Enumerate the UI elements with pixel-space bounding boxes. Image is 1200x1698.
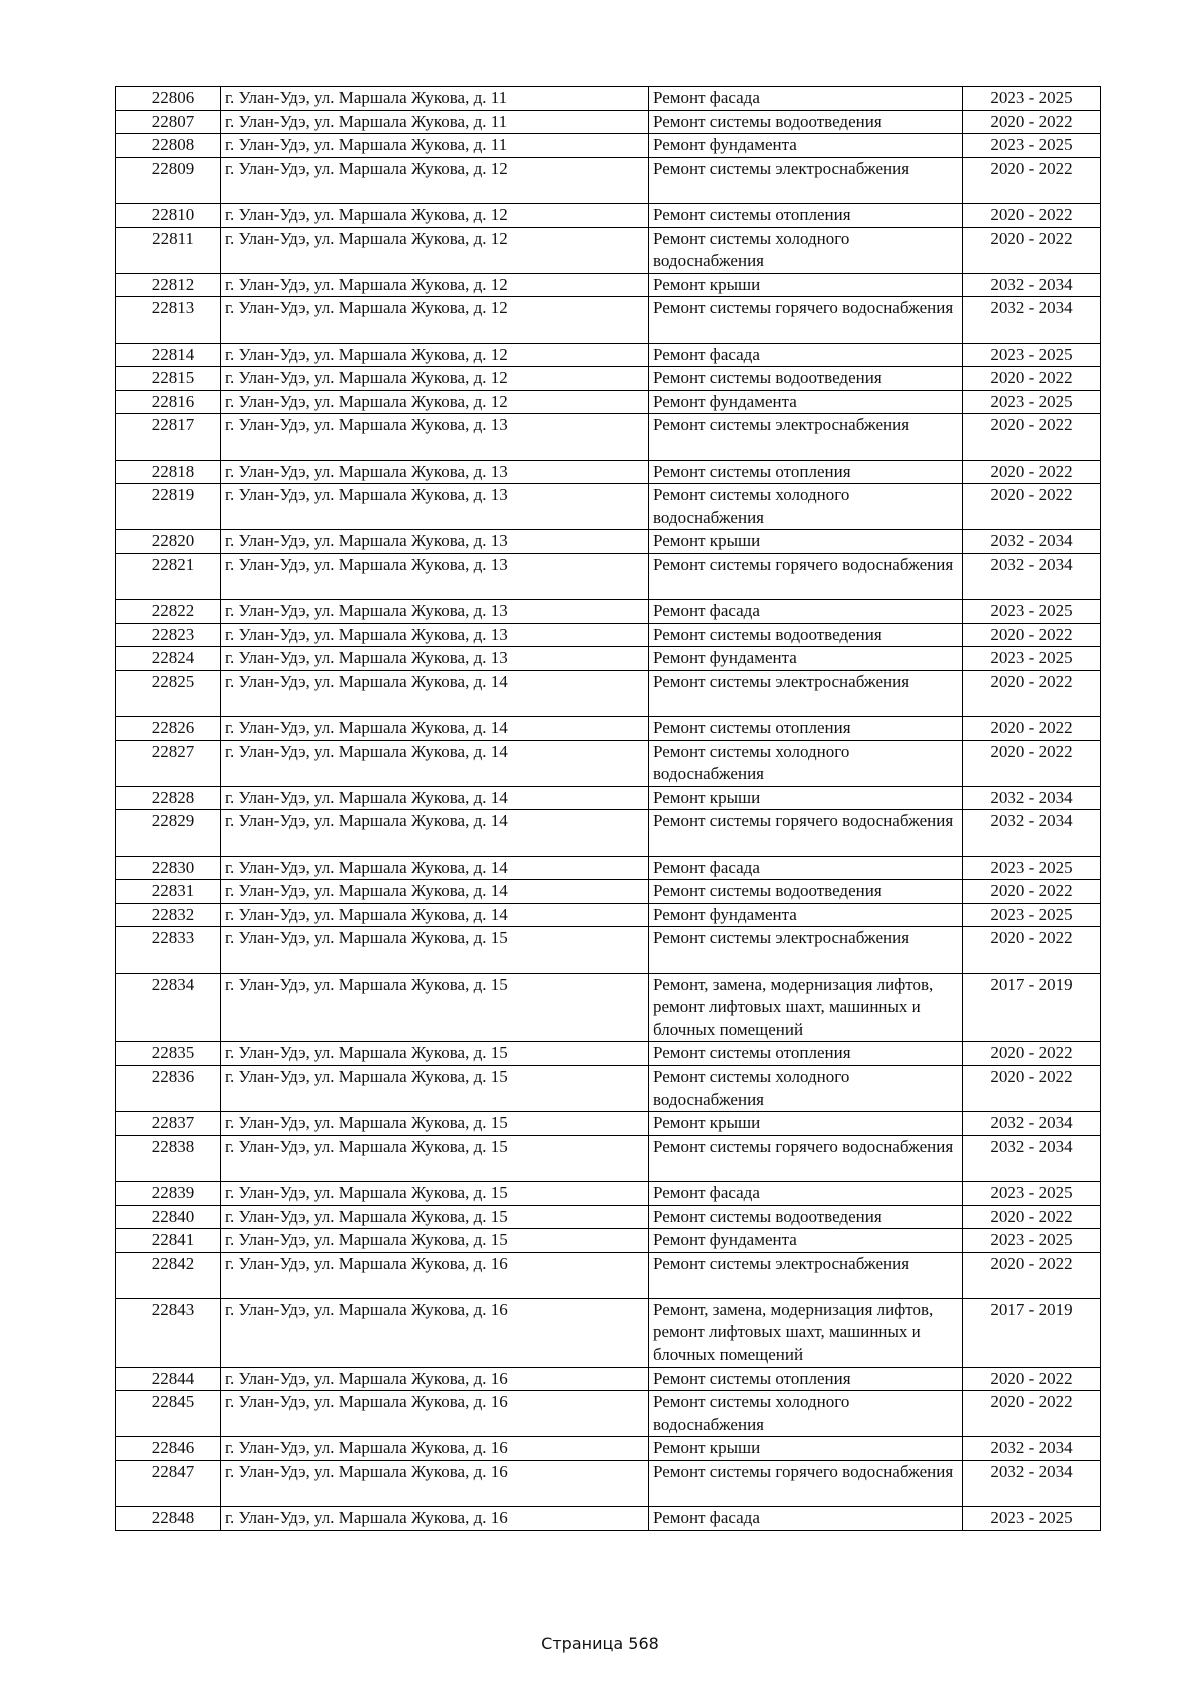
- address-cell: г. Улан-Удэ, ул. Маршала Жукова, д. 11: [221, 110, 649, 134]
- period-cell: 2032 - 2034: [963, 273, 1101, 297]
- address-cell: г. Улан-Удэ, ул. Маршала Жукова, д. 14: [221, 670, 649, 716]
- row-number-cell: 22814: [116, 343, 221, 367]
- period-cell: 2017 - 2019: [963, 973, 1101, 1042]
- repair-schedule-table: [115, 86, 1101, 1531]
- work-type-cell: Ремонт фундамента: [649, 390, 963, 414]
- period-cell: 2020 - 2022: [963, 740, 1101, 786]
- table-row: [116, 1229, 1101, 1253]
- table-row: [116, 1437, 1101, 1461]
- address-cell: г. Улан-Удэ, ул. Маршала Жукова, д. 14: [221, 903, 649, 927]
- address-cell: г. Улан-Удэ, ул. Маршала Жукова, д. 15: [221, 1042, 649, 1066]
- period-cell: 2032 - 2034: [963, 530, 1101, 554]
- period-cell: 2020 - 2022: [963, 110, 1101, 134]
- work-type-cell: Ремонт системы горячего водоснабжения: [649, 297, 963, 343]
- table-row: [116, 203, 1101, 227]
- table-row: [116, 1112, 1101, 1136]
- row-number-cell: 22830: [116, 856, 221, 880]
- address-cell: г. Улан-Удэ, ул. Маршала Жукова, д. 14: [221, 880, 649, 904]
- address-cell: г. Улан-Удэ, ул. Маршала Жукова, д. 16: [221, 1252, 649, 1298]
- work-type-cell: Ремонт крыши: [649, 786, 963, 810]
- period-cell: 2020 - 2022: [963, 880, 1101, 904]
- address-cell: г. Улан-Удэ, ул. Маршала Жукова, д. 13: [221, 460, 649, 484]
- period-cell: 2023 - 2025: [963, 134, 1101, 158]
- work-type-cell: Ремонт, замена, модернизация лифтов, ремонт лифтовых шахт, машинных и блочных помещений: [649, 1298, 963, 1367]
- row-number-cell: 22827: [116, 740, 221, 786]
- work-type-cell: Ремонт системы отопления: [649, 717, 963, 741]
- period-cell: 2020 - 2022: [963, 157, 1101, 203]
- table-row: [116, 110, 1101, 134]
- work-type-cell: Ремонт системы отопления: [649, 1042, 963, 1066]
- address-cell: г. Улан-Удэ, ул. Маршала Жукова, д. 13: [221, 484, 649, 530]
- table-row: [116, 414, 1101, 460]
- row-number-cell: 22831: [116, 880, 221, 904]
- work-type-cell: Ремонт фасада: [649, 600, 963, 624]
- period-cell: 2020 - 2022: [963, 717, 1101, 741]
- row-number-cell: 22844: [116, 1367, 221, 1391]
- table-row: [116, 134, 1101, 158]
- row-number-cell: 22815: [116, 367, 221, 391]
- address-cell: г. Улан-Удэ, ул. Маршала Жукова, д. 16: [221, 1367, 649, 1391]
- table-row: [116, 1391, 1101, 1437]
- row-number-cell: 22818: [116, 460, 221, 484]
- table-row: [116, 786, 1101, 810]
- period-cell: 2020 - 2022: [963, 1252, 1101, 1298]
- table-row: [116, 390, 1101, 414]
- row-number-cell: 22841: [116, 1229, 221, 1253]
- address-cell: г. Улан-Удэ, ул. Маршала Жукова, д. 16: [221, 1437, 649, 1461]
- work-type-cell: Ремонт системы горячего водоснабжения: [649, 553, 963, 599]
- period-cell: 2023 - 2025: [963, 87, 1101, 111]
- work-type-cell: Ремонт системы горячего водоснабжения: [649, 1461, 963, 1507]
- table-row: [116, 273, 1101, 297]
- work-type-cell: Ремонт системы водоотведения: [649, 623, 963, 647]
- table-row: [116, 740, 1101, 786]
- table-row: [116, 623, 1101, 647]
- table-row: [116, 530, 1101, 554]
- address-cell: г. Улан-Удэ, ул. Маршала Жукова, д. 13: [221, 647, 649, 671]
- work-type-cell: Ремонт фасада: [649, 856, 963, 880]
- row-number-cell: 22832: [116, 903, 221, 927]
- address-cell: г. Улан-Удэ, ул. Маршала Жукова, д. 13: [221, 600, 649, 624]
- address-cell: г. Улан-Удэ, ул. Маршала Жукова, д. 14: [221, 740, 649, 786]
- table-row: [116, 903, 1101, 927]
- table-row: [116, 367, 1101, 391]
- work-type-cell: Ремонт системы водоотведения: [649, 110, 963, 134]
- row-number-cell: 22824: [116, 647, 221, 671]
- row-number-cell: 22836: [116, 1065, 221, 1111]
- work-type-cell: Ремонт фундамента: [649, 1229, 963, 1253]
- address-cell: г. Улан-Удэ, ул. Маршала Жукова, д. 15: [221, 973, 649, 1042]
- period-cell: 2020 - 2022: [963, 460, 1101, 484]
- address-cell: г. Улан-Удэ, ул. Маршала Жукова, д. 14: [221, 786, 649, 810]
- row-number-cell: 22828: [116, 786, 221, 810]
- period-cell: 2020 - 2022: [963, 484, 1101, 530]
- work-type-cell: Ремонт фундамента: [649, 647, 963, 671]
- row-number-cell: 22838: [116, 1135, 221, 1181]
- period-cell: 2020 - 2022: [963, 203, 1101, 227]
- table-row: [116, 670, 1101, 716]
- table-row: [116, 600, 1101, 624]
- table-row: [116, 157, 1101, 203]
- work-type-cell: Ремонт системы водоотведения: [649, 880, 963, 904]
- row-number-cell: 22812: [116, 273, 221, 297]
- period-cell: 2023 - 2025: [963, 343, 1101, 367]
- period-cell: 2032 - 2034: [963, 1461, 1101, 1507]
- period-cell: 2032 - 2034: [963, 1112, 1101, 1136]
- row-number-cell: 22821: [116, 553, 221, 599]
- address-cell: г. Улан-Удэ, ул. Маршала Жукова, д. 15: [221, 1229, 649, 1253]
- address-cell: г. Улан-Удэ, ул. Маршала Жукова, д. 12: [221, 343, 649, 367]
- address-cell: г. Улан-Удэ, ул. Маршала Жукова, д. 12: [221, 227, 649, 273]
- work-type-cell: Ремонт, замена, модернизация лифтов, ремонт лифтовых шахт, машинных и блочных помещений: [649, 973, 963, 1042]
- work-type-cell: Ремонт системы электроснабжения: [649, 927, 963, 973]
- row-number-cell: 22823: [116, 623, 221, 647]
- work-type-cell: Ремонт фасада: [649, 1181, 963, 1205]
- address-cell: г. Улан-Удэ, ул. Маршала Жукова, д. 13: [221, 414, 649, 460]
- table-row: [116, 1461, 1101, 1507]
- period-cell: 2023 - 2025: [963, 600, 1101, 624]
- table-row: [116, 1507, 1101, 1531]
- address-cell: г. Улан-Удэ, ул. Маршала Жукова, д. 13: [221, 530, 649, 554]
- address-cell: г. Улан-Удэ, ул. Маршала Жукова, д. 14: [221, 810, 649, 856]
- work-type-cell: Ремонт фасада: [649, 343, 963, 367]
- period-cell: 2023 - 2025: [963, 647, 1101, 671]
- address-cell: г. Улан-Удэ, ул. Маршала Жукова, д. 16: [221, 1461, 649, 1507]
- work-type-cell: Ремонт фасада: [649, 1507, 963, 1531]
- table-body: [116, 87, 1101, 1531]
- work-type-cell: Ремонт системы холодного водоснабжения: [649, 227, 963, 273]
- address-cell: г. Улан-Удэ, ул. Маршала Жукова, д. 12: [221, 157, 649, 203]
- address-cell: г. Улан-Удэ, ул. Маршала Жукова, д. 12: [221, 297, 649, 343]
- work-type-cell: Ремонт системы холодного водоснабжения: [649, 484, 963, 530]
- row-number-cell: 22820: [116, 530, 221, 554]
- work-type-cell: Ремонт фундамента: [649, 134, 963, 158]
- table-row: [116, 1181, 1101, 1205]
- table-row: [116, 1298, 1101, 1367]
- row-number-cell: 22810: [116, 203, 221, 227]
- table-row: [116, 927, 1101, 973]
- address-cell: г. Улан-Удэ, ул. Маршала Жукова, д. 15: [221, 1181, 649, 1205]
- table-row: [116, 856, 1101, 880]
- address-cell: г. Улан-Удэ, ул. Маршала Жукова, д. 12: [221, 273, 649, 297]
- address-cell: г. Улан-Удэ, ул. Маршала Жукова, д. 12: [221, 390, 649, 414]
- table-row: [116, 1135, 1101, 1181]
- work-type-cell: Ремонт системы отопления: [649, 203, 963, 227]
- work-type-cell: Ремонт системы электроснабжения: [649, 157, 963, 203]
- period-cell: 2020 - 2022: [963, 1065, 1101, 1111]
- row-number-cell: 22842: [116, 1252, 221, 1298]
- address-cell: г. Улан-Удэ, ул. Маршала Жукова, д. 15: [221, 1205, 649, 1229]
- work-type-cell: Ремонт системы отопления: [649, 460, 963, 484]
- table-row: [116, 1065, 1101, 1111]
- work-type-cell: Ремонт фасада: [649, 87, 963, 111]
- period-cell: 2020 - 2022: [963, 227, 1101, 273]
- period-cell: 2020 - 2022: [963, 1391, 1101, 1437]
- table-row: [116, 973, 1101, 1042]
- row-number-cell: 22837: [116, 1112, 221, 1136]
- work-type-cell: Ремонт системы водоотведения: [649, 1205, 963, 1229]
- period-cell: 2020 - 2022: [963, 1042, 1101, 1066]
- table-row: [116, 1042, 1101, 1066]
- work-type-cell: Ремонт системы горячего водоснабжения: [649, 810, 963, 856]
- address-cell: г. Улан-Удэ, ул. Маршала Жукова, д. 16: [221, 1298, 649, 1367]
- row-number-cell: 22808: [116, 134, 221, 158]
- row-number-cell: 22839: [116, 1181, 221, 1205]
- work-type-cell: Ремонт системы электроснабжения: [649, 414, 963, 460]
- table-row: [116, 343, 1101, 367]
- period-cell: 2023 - 2025: [963, 1181, 1101, 1205]
- page-number: Страница 568: [541, 1634, 659, 1653]
- work-type-cell: Ремонт системы водоотведения: [649, 367, 963, 391]
- period-cell: 2032 - 2034: [963, 1437, 1101, 1461]
- table-row: [116, 297, 1101, 343]
- row-number-cell: 22848: [116, 1507, 221, 1531]
- period-cell: 2032 - 2034: [963, 810, 1101, 856]
- work-type-cell: Ремонт системы холодного водоснабжения: [649, 1065, 963, 1111]
- period-cell: 2020 - 2022: [963, 1367, 1101, 1391]
- period-cell: 2032 - 2034: [963, 786, 1101, 810]
- table-row: [116, 460, 1101, 484]
- row-number-cell: 22809: [116, 157, 221, 203]
- work-type-cell: Ремонт крыши: [649, 273, 963, 297]
- table-row: [116, 87, 1101, 111]
- address-cell: г. Улан-Удэ, ул. Маршала Жукова, д. 11: [221, 134, 649, 158]
- address-cell: г. Улан-Удэ, ул. Маршала Жукова, д. 15: [221, 1135, 649, 1181]
- table-row: [116, 810, 1101, 856]
- period-cell: 2023 - 2025: [963, 903, 1101, 927]
- period-cell: 2023 - 2025: [963, 1229, 1101, 1253]
- row-number-cell: 22819: [116, 484, 221, 530]
- period-cell: 2032 - 2034: [963, 1135, 1101, 1181]
- period-cell: 2020 - 2022: [963, 414, 1101, 460]
- work-type-cell: Ремонт крыши: [649, 530, 963, 554]
- address-cell: г. Улан-Удэ, ул. Маршала Жукова, д. 14: [221, 856, 649, 880]
- work-type-cell: Ремонт системы отопления: [649, 1367, 963, 1391]
- address-cell: г. Улан-Удэ, ул. Маршала Жукова, д. 15: [221, 927, 649, 973]
- work-type-cell: Ремонт крыши: [649, 1437, 963, 1461]
- table-row: [116, 484, 1101, 530]
- row-number-cell: 22834: [116, 973, 221, 1042]
- row-number-cell: 22813: [116, 297, 221, 343]
- table-row: [116, 553, 1101, 599]
- row-number-cell: 22829: [116, 810, 221, 856]
- period-cell: 2023 - 2025: [963, 1507, 1101, 1531]
- address-cell: г. Улан-Удэ, ул. Маршала Жукова, д. 13: [221, 623, 649, 647]
- period-cell: 2032 - 2034: [963, 553, 1101, 599]
- row-number-cell: 22845: [116, 1391, 221, 1437]
- address-cell: г. Улан-Удэ, ул. Маршала Жукова, д. 12: [221, 203, 649, 227]
- work-type-cell: Ремонт системы горячего водоснабжения: [649, 1135, 963, 1181]
- table-row: [116, 880, 1101, 904]
- row-number-cell: 22816: [116, 390, 221, 414]
- table-row: [116, 1205, 1101, 1229]
- row-number-cell: 22811: [116, 227, 221, 273]
- address-cell: г. Улан-Удэ, ул. Маршала Жукова, д. 13: [221, 553, 649, 599]
- table-row: [116, 717, 1101, 741]
- period-cell: 2017 - 2019: [963, 1298, 1101, 1367]
- row-number-cell: 22822: [116, 600, 221, 624]
- table-row: [116, 1252, 1101, 1298]
- address-cell: г. Улан-Удэ, ул. Маршала Жукова, д. 11: [221, 87, 649, 111]
- address-cell: г. Улан-Удэ, ул. Маршала Жукова, д. 16: [221, 1507, 649, 1531]
- row-number-cell: 22817: [116, 414, 221, 460]
- work-type-cell: Ремонт фундамента: [649, 903, 963, 927]
- address-cell: г. Улан-Удэ, ул. Маршала Жукова, д. 12: [221, 367, 649, 391]
- row-number-cell: 22847: [116, 1461, 221, 1507]
- row-number-cell: 22825: [116, 670, 221, 716]
- period-cell: 2023 - 2025: [963, 856, 1101, 880]
- table-row: [116, 647, 1101, 671]
- row-number-cell: 22807: [116, 110, 221, 134]
- address-cell: г. Улан-Удэ, ул. Маршала Жукова, д. 16: [221, 1391, 649, 1437]
- row-number-cell: 22833: [116, 927, 221, 973]
- row-number-cell: 22840: [116, 1205, 221, 1229]
- period-cell: 2020 - 2022: [963, 1205, 1101, 1229]
- period-cell: 2020 - 2022: [963, 367, 1101, 391]
- row-number-cell: 22835: [116, 1042, 221, 1066]
- row-number-cell: 22846: [116, 1437, 221, 1461]
- period-cell: 2020 - 2022: [963, 623, 1101, 647]
- work-type-cell: Ремонт системы холодного водоснабжения: [649, 740, 963, 786]
- address-cell: г. Улан-Удэ, ул. Маршала Жукова, д. 14: [221, 717, 649, 741]
- work-type-cell: Ремонт системы электроснабжения: [649, 670, 963, 716]
- period-cell: 2032 - 2034: [963, 297, 1101, 343]
- table-row: [116, 227, 1101, 273]
- address-cell: г. Улан-Удэ, ул. Маршала Жукова, д. 15: [221, 1112, 649, 1136]
- work-type-cell: Ремонт крыши: [649, 1112, 963, 1136]
- row-number-cell: 22826: [116, 717, 221, 741]
- work-type-cell: Ремонт системы холодного водоснабжения: [649, 1391, 963, 1437]
- table-row: [116, 1367, 1101, 1391]
- address-cell: г. Улан-Удэ, ул. Маршала Жукова, д. 15: [221, 1065, 649, 1111]
- work-type-cell: Ремонт системы электроснабжения: [649, 1252, 963, 1298]
- period-cell: 2020 - 2022: [963, 927, 1101, 973]
- row-number-cell: 22843: [116, 1298, 221, 1367]
- period-cell: 2020 - 2022: [963, 670, 1101, 716]
- row-number-cell: 22806: [116, 87, 221, 111]
- period-cell: 2023 - 2025: [963, 390, 1101, 414]
